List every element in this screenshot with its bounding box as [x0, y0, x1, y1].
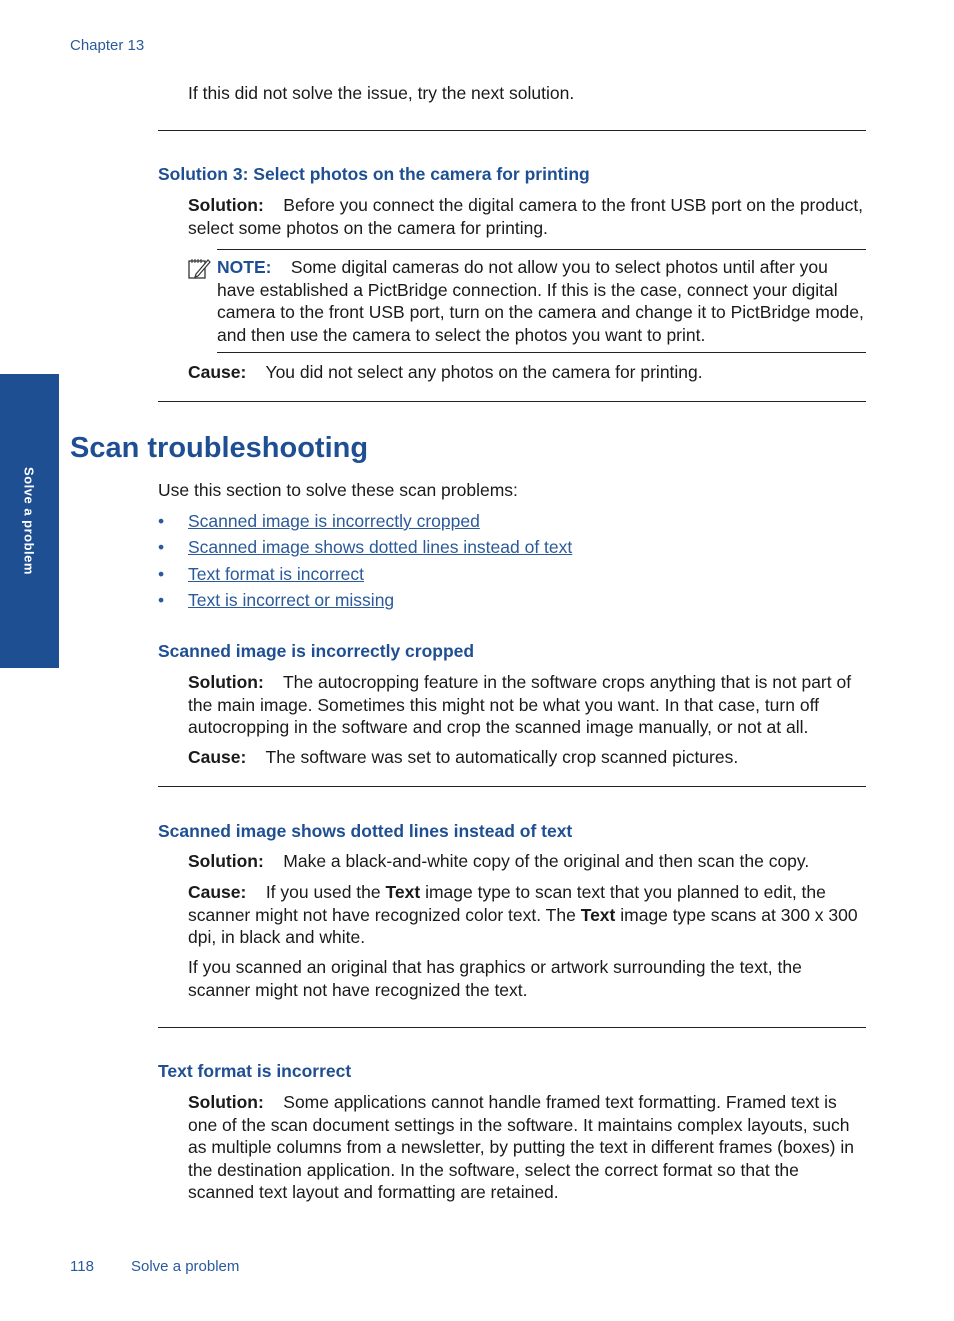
cropped-solution	[188, 671, 866, 739]
cause-strong-1: Text	[385, 882, 421, 902]
format-heading: Text format is incorrect	[158, 1061, 352, 1081]
cause-strong-2: Text	[580, 904, 616, 925]
divider	[158, 130, 866, 131]
bullet: •	[158, 511, 165, 531]
note-label: NOTE:	[217, 257, 272, 277]
page-title: Scan troubleshooting	[70, 432, 369, 464]
note-icon	[187, 257, 211, 281]
bullet: •	[158, 563, 165, 584]
divider	[158, 786, 866, 787]
note-top-rule	[217, 249, 866, 250]
footer-section: Solve a problem	[131, 1258, 240, 1275]
solution3-cause	[188, 361, 866, 384]
scan-problem-list	[158, 510, 758, 615]
chapter-header: Chapter 13	[70, 37, 145, 54]
cause-text-2: image type to scan text that you planned to edit, the scanner might not have recognized color text. The	[188, 882, 826, 925]
solution-text: Some applications cannot handle framed text formatting. Framed text is one of the scan document settings in the software. It maintains complex layouts, such as multiple columns from a newsletter, by putting the text in different frames (boxes) in the destination application. In the software, select the correct format so that the scanned text layout and formatting are retained.	[188, 1092, 854, 1202]
cropped-heading: Scanned image is incorrectly cropped	[158, 641, 475, 661]
note-block	[217, 256, 867, 346]
solution-label: Solution:	[188, 195, 264, 215]
format-solution	[188, 1091, 866, 1204]
divider	[158, 1027, 866, 1028]
solution-label: Solution:	[188, 672, 264, 692]
list-item	[158, 536, 758, 562]
bullet: •	[158, 589, 165, 610]
cause-text: The software was set to automatically crop scanned pictures.	[265, 747, 739, 767]
divider	[158, 401, 866, 402]
solution-label: Solution:	[188, 1092, 264, 1112]
cause-label: Cause:	[188, 747, 247, 767]
intro-text: If this did not solve the issue, try the next solution.	[188, 83, 575, 103]
side-tab-label: Solve a problem	[21, 467, 37, 575]
list-item	[158, 563, 758, 589]
cause-label: Cause:	[188, 362, 247, 382]
cause-text-3: image type scans at 300 x 300 dpi, in black and white.	[188, 904, 858, 947]
cause-text-1: If you used the	[265, 882, 381, 902]
note-text: Some digital cameras do not allow you to select photos until after you have established a PictBridge connection. If this is the case, connect your digital camera to the front USB port, turn on the camera and change it to PictBridge mode, and then use the camera to select the photos you want to print.	[217, 257, 864, 345]
link-dotted-lines[interactable]: Scanned image shows dotted lines instead of text	[188, 537, 573, 558]
cause-text: You did not select any photos on the camera for printing.	[265, 362, 703, 382]
dotted-cause	[188, 881, 866, 949]
note-bottom-rule	[217, 352, 866, 353]
list-item	[158, 589, 758, 615]
solution3-heading: Solution 3: Select photos on the camera for printing	[158, 164, 590, 184]
side-tab	[0, 374, 59, 668]
list-item	[158, 510, 758, 536]
cause-label: Cause:	[188, 882, 247, 902]
link-incorrectly-cropped[interactable]: Scanned image is incorrectly cropped	[188, 511, 480, 531]
page-number: 118	[70, 1258, 94, 1275]
cropped-cause	[188, 746, 866, 769]
scan-intro: Use this section to solve these scan problems:	[158, 480, 518, 500]
dotted-solution	[188, 850, 866, 873]
solution-text: Make a black-and-white copy of the original and then scan the copy.	[283, 851, 810, 871]
dotted-extra: If you scanned an original that has graphics or artwork surrounding the text, the scanner might not have recognized the text.	[188, 957, 802, 1000]
solution-text: Before you connect the digital camera to the front USB port on the product, select some photos on the camera for printing.	[188, 195, 864, 238]
solution-text: The autocropping feature in the software crops anything that is not part of the main image. Sometimes this might not be what you want. In that case, turn off autocropping in the software and crop the scanned image manually, or not at all.	[188, 672, 852, 737]
link-text-format[interactable]: Text format is incorrect	[188, 563, 365, 584]
link-text-missing[interactable]: Text is incorrect or missing	[188, 589, 395, 610]
solution3-solution	[188, 194, 866, 239]
solution-label: Solution:	[188, 851, 264, 871]
bullet: •	[158, 537, 165, 558]
dotted-heading: Scanned image shows dotted lines instead of text	[158, 821, 573, 841]
